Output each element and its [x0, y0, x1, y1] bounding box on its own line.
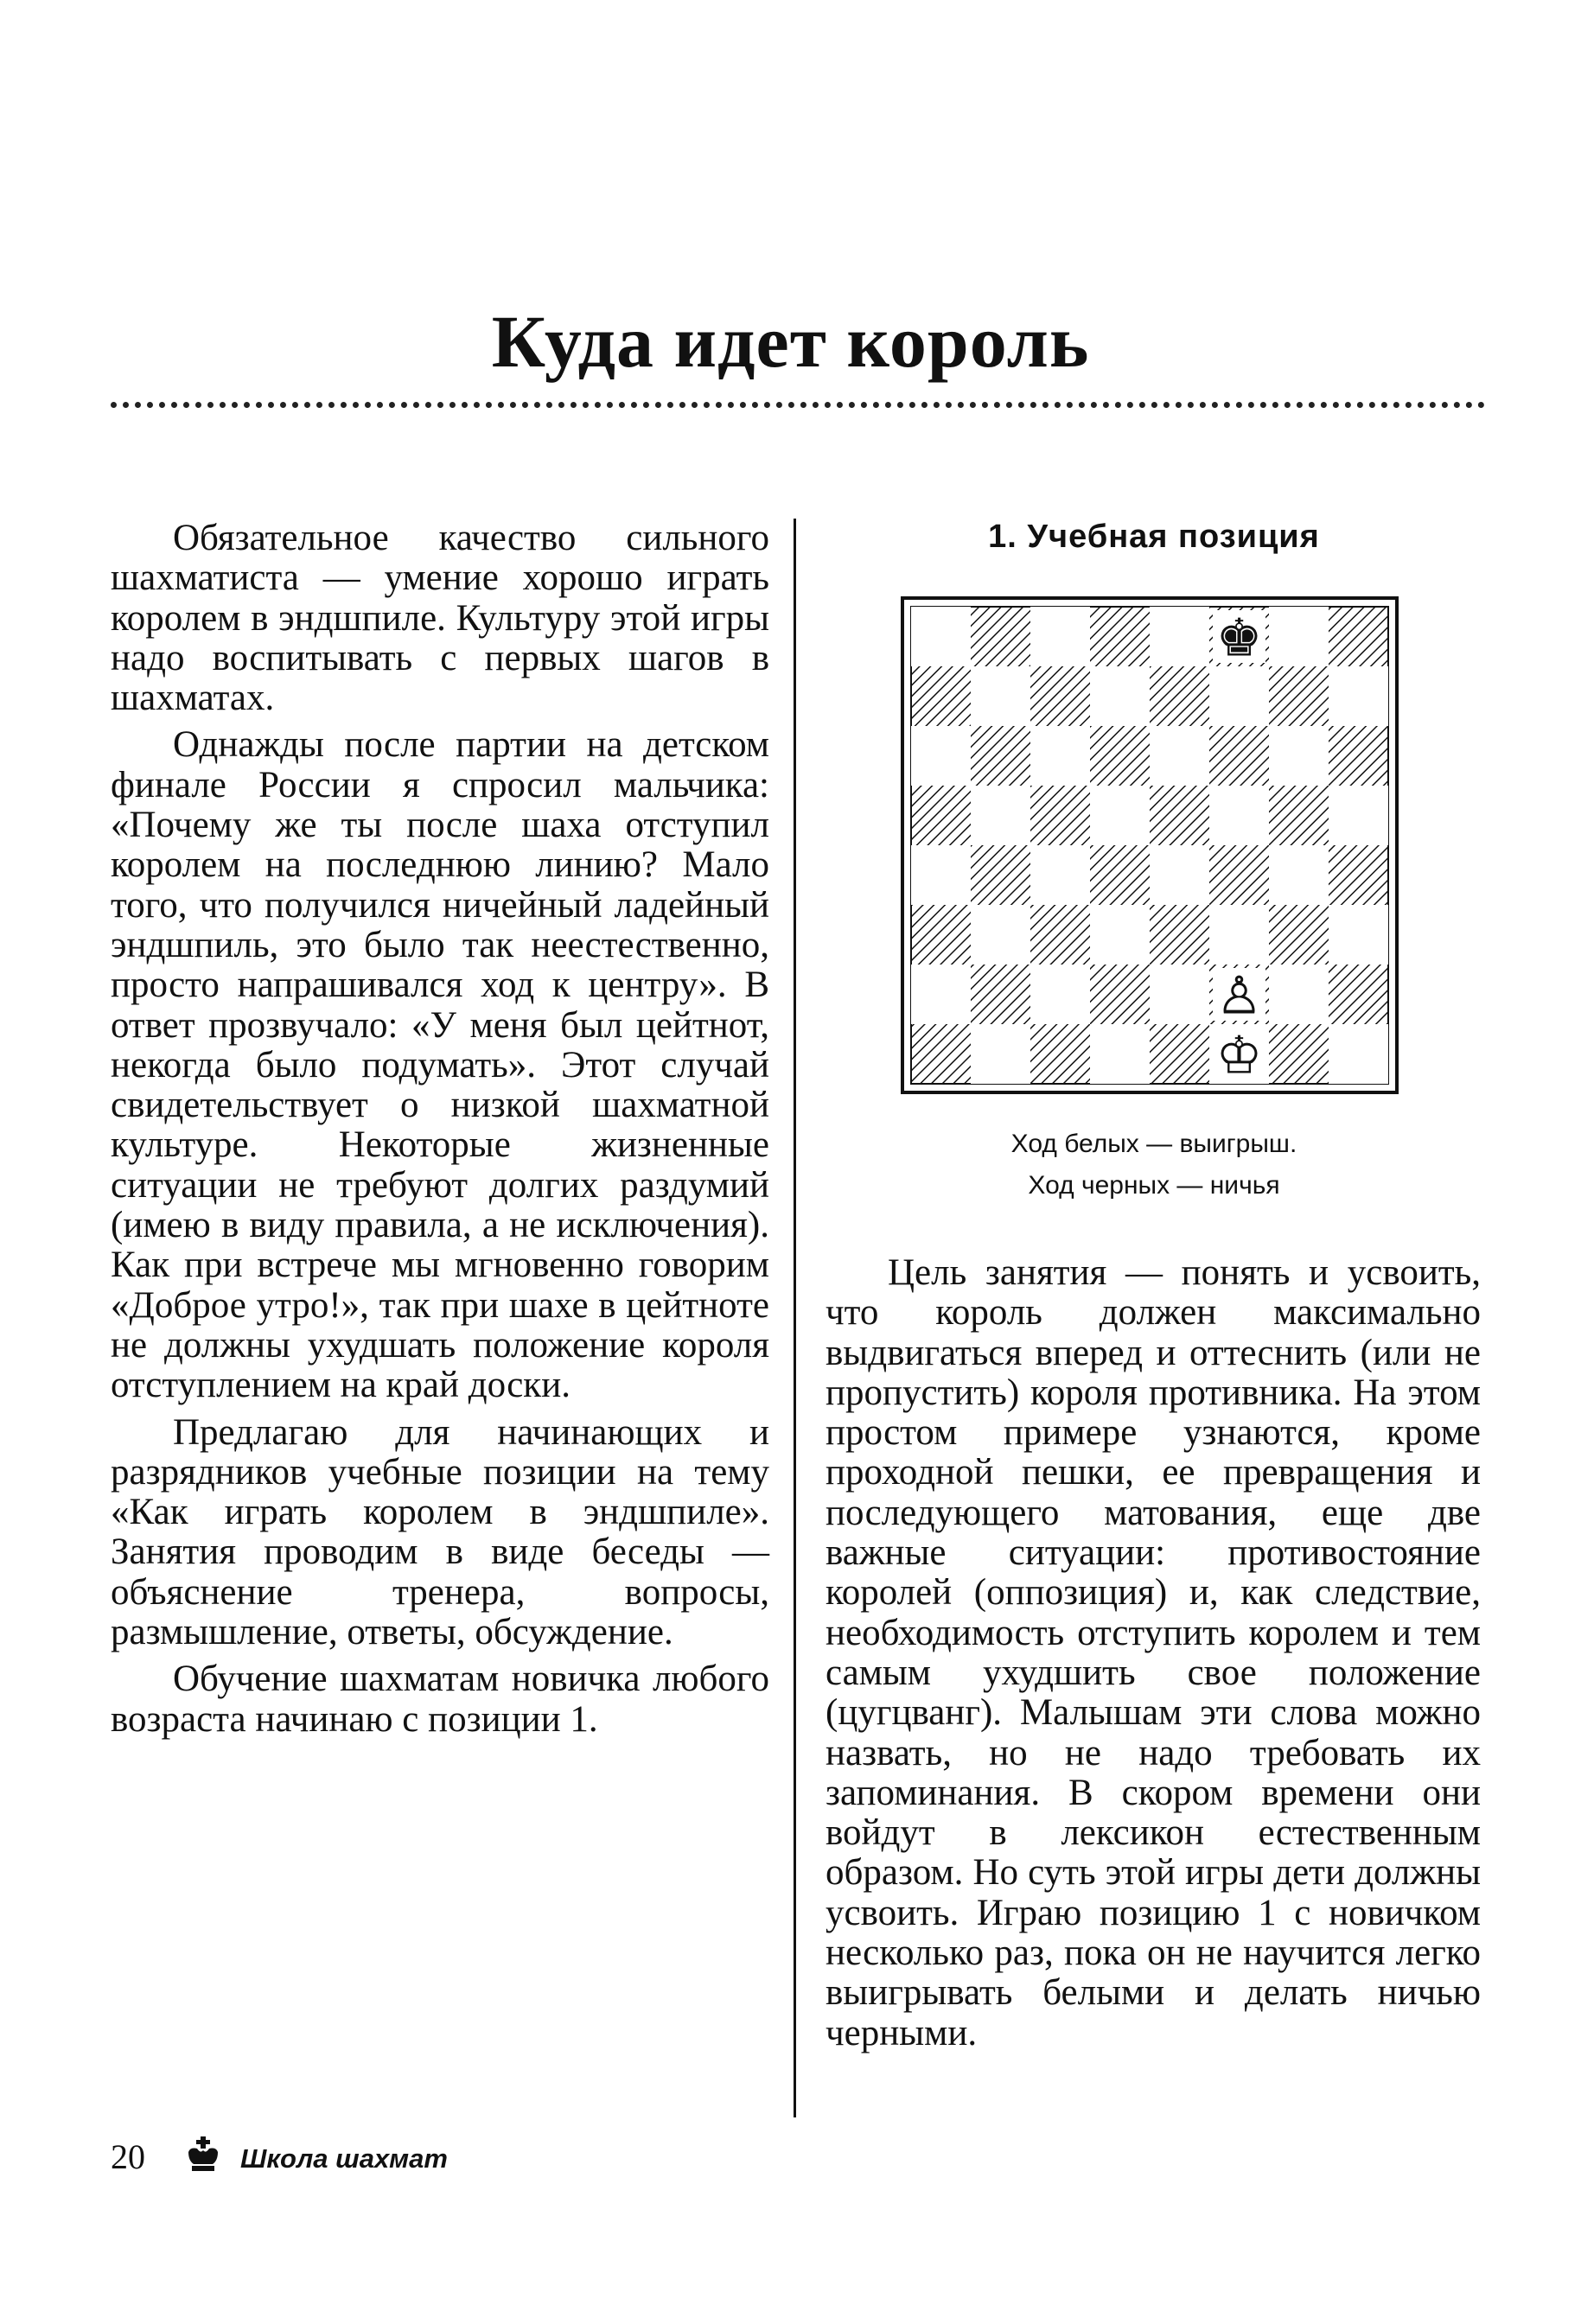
light-square — [1090, 786, 1150, 845]
dark-square — [911, 1024, 971, 1084]
light-square — [1090, 666, 1150, 726]
dotted-separator — [111, 402, 1485, 408]
light-square — [1090, 1024, 1150, 1084]
light-square — [1150, 845, 1209, 905]
dark-square — [911, 786, 971, 845]
dark-square — [1090, 965, 1150, 1024]
dark-square — [971, 965, 1030, 1024]
light-square — [1329, 786, 1388, 845]
dark-square — [1030, 1024, 1090, 1084]
light-square — [1030, 607, 1090, 666]
light-square — [1329, 1024, 1388, 1084]
running-footer-title: Школа шахмат — [240, 2143, 448, 2174]
light-square — [911, 726, 971, 786]
light-square — [971, 666, 1030, 726]
paragraph: Обязательное качество сильного шахматиста — умение хорошо играть королем в эндшпиле. Культуру этой игры надо воспитывать с первых шагов в шахматах. — [111, 518, 769, 719]
light-square — [1329, 666, 1388, 726]
paragraph: Обучение шахматам новичка любого возраста начинаю с позиции 1. — [111, 1659, 769, 1740]
dark-square — [971, 607, 1030, 666]
dark-square — [1329, 845, 1388, 905]
paragraph: Однажды после партии на детском финале России я спросил мальчика: «Почему же ты после шаха отступил королем на последнюю линию? Мало того, что получился ничейный ладейный эндшпиль, это было так неестественно, просто напрашивался ход к центру». В ответ прозвучало: «У меня был цейтнот, некогда было подумать». Этот случай свидетельствует о низкой шахматной культуре. Некоторые жизненные ситуации не требуют долгих раздумий (имею в виду правила, а не исключения). Как при встрече мы мгновенно говорим «Доброе утро!», так при шахе в цейтноте не должны ухудшать положение короля отступлением на край доски. — [111, 724, 769, 1406]
light-square — [1030, 845, 1090, 905]
dark-square — [971, 845, 1030, 905]
light-square — [1269, 845, 1329, 905]
light-square — [1030, 965, 1090, 1024]
white-pawn-icon: ♙ — [1215, 965, 1263, 1027]
paragraph: Цель занятия — понять и усвоить, что король должен максимально выдвигаться вперед и оттеснить (или не пропустить) короля противника. На этом простом примере узнаются, кроме проходной пешки, ее превращения и последующего матования, еще две важные ситуации: противостояние королей (оппозиция) и, как следствие, необходимость отступить королем и тем самым ухудшить свое положение (цугцванг). Малышам эти слова можно назвать, но не надо требовать их запоминания. В скором времени они войдут в лексикон естественным образом. Но суть этой игры дети должны усвоить. Играю позицию 1 с новичком несколько раз, пока он не научится легко выигрывать белыми и делать ничью черными. — [826, 1252, 1481, 2053]
dark-square — [971, 726, 1030, 786]
dark-square — [1269, 786, 1329, 845]
diagram-note-black: Ход черных — ничья — [1028, 1171, 1280, 1200]
light-square — [1269, 965, 1329, 1024]
right-text-column — [826, 1253, 1481, 2053]
chess-board-diagram — [901, 596, 1399, 1094]
dark-square — [911, 666, 971, 726]
left-text-column — [111, 519, 769, 1740]
light-square — [1269, 607, 1329, 666]
dark-square — [1150, 1024, 1209, 1084]
diagram-caption: 1. Учебная позиция — [988, 519, 1320, 555]
dark-square — [1030, 666, 1090, 726]
dark-square — [1090, 726, 1150, 786]
dark-square — [1150, 905, 1209, 965]
dark-square — [1269, 666, 1329, 726]
light-square — [911, 607, 971, 666]
light-square — [1150, 607, 1209, 666]
dark-square — [1329, 726, 1388, 786]
light-square — [1329, 905, 1388, 965]
light-square — [1090, 905, 1150, 965]
light-square — [1150, 726, 1209, 786]
light-square — [1269, 726, 1329, 786]
light-square — [911, 845, 971, 905]
dark-square — [1329, 965, 1388, 1024]
dark-square — [1150, 666, 1209, 726]
dark-square — [1209, 726, 1269, 786]
dark-square — [1090, 607, 1150, 666]
white-king-icon: ♔ — [1215, 1025, 1263, 1086]
paragraph: Предлагаю для начинающих и разрядников учебные позиции на тему «Как играть королем в эндшпиле». Занятия проводим в виде беседы — объяснение тренера, вопросы, размышление, ответы, обсуждение. — [111, 1411, 769, 1653]
light-square — [1209, 666, 1269, 726]
diagram-note-white: Ход белых — выигрыш. — [1010, 1130, 1297, 1158]
light-square — [1150, 965, 1209, 1024]
column-divider — [794, 519, 796, 2117]
light-square — [1030, 726, 1090, 786]
dark-square — [1269, 1024, 1329, 1084]
light-square — [971, 1024, 1030, 1084]
dark-square — [1030, 786, 1090, 845]
light-square — [971, 905, 1030, 965]
light-square — [971, 786, 1030, 845]
dark-square — [911, 905, 971, 965]
dark-square — [1030, 905, 1090, 965]
light-square — [1209, 786, 1269, 845]
black-king-icon: ♚ — [1215, 608, 1263, 669]
dark-square — [1209, 845, 1269, 905]
chess-king-icon — [183, 2135, 223, 2174]
dark-square — [1090, 845, 1150, 905]
dark-square — [1329, 607, 1388, 666]
dark-square — [1150, 786, 1209, 845]
page-title: Куда идет король — [491, 300, 1090, 383]
page-number: 20 — [111, 2137, 145, 2176]
light-square — [911, 965, 971, 1024]
light-square — [1209, 905, 1269, 965]
dark-square — [1269, 905, 1329, 965]
